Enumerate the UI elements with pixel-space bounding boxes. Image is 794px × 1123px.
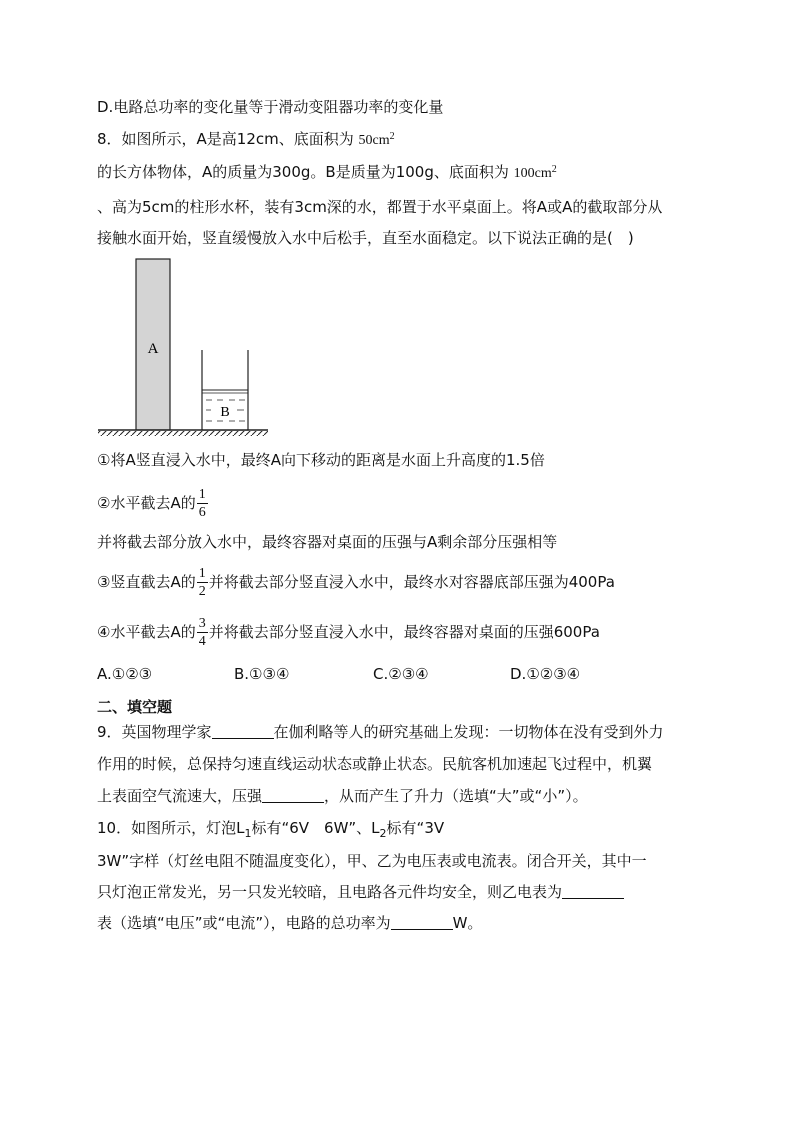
q9-line-1-b: 在伽利略等人的研究基础上发现：一切物体在没有受到外力 [273,723,664,741]
q10-line-1-b: 标有“6V 6W”、L [251,819,380,837]
q8-figure [96,255,271,440]
q8-statement-3-prefix: ③竖直截去A的 [97,573,196,591]
q9-line-3-a: 上表面空气流速大，压强 [97,787,263,805]
q10-sub-2: 2 [379,827,387,840]
q10-line-4-b: W。 [452,914,483,932]
q8-statement-4 [97,614,600,650]
q8-line-2-text: 的长方体物体，A的质量为300g。B是质量为100g、底面积为 [97,163,509,181]
q10-sub-1: 1 [244,827,252,840]
q9-line-3-b: ，从而产生了升力（选填“大”或“小”）。 [324,787,588,805]
q7-option-d: D.电路总功率的变化量等于滑动变阻器功率的变化量 [97,98,444,116]
q9-line-1-a: 9．英国物理学家 [97,723,212,741]
q8-area-a: $50cm^2$ [358,131,395,148]
cup-b-label: B [220,405,230,420]
q8-line-1-text: 8．如图所示，A是高12cm、底面积为 [97,130,354,148]
fraction-3-4: $\frac{3}{4}$ [198,616,206,649]
q10-line-1-c: 标有“3V [386,819,445,837]
q10-line-4-a: 表（选填“电压”或“电流”），电路的总功率为 [97,914,391,932]
q8-line-2 [97,160,557,184]
q8-statement-3-suffix: 并将截去部分竖直浸入水中，最终水对容器底部压强为400Pa [208,573,615,591]
q8-line-1 [97,127,395,151]
fraction-1-6: $\frac{1}{6}$ [198,487,206,520]
q8-statement-2-prefix: ②水平截去A的 [97,494,196,512]
q8-option-c: C.②③④ [373,665,429,683]
q8-line-4: 接触水面开始，竖直缓慢放入水中后松手，直至水面稳定。以下说法正确的是( ) [97,229,634,247]
answer-blank-3[interactable] [562,883,624,899]
q8-option-b: B.①③④ [234,665,290,683]
answer-blank-2[interactable] [262,787,324,803]
q8-statement-3 [97,564,615,600]
q9-line-3 [97,786,588,806]
q8-statement-2 [97,485,209,521]
q8-statement-2-cont: 并将截去部分放入水中，最终容器对桌面的压强与A剩余部分压强相等 [97,533,558,551]
section-title: 二、填空题 [97,698,173,716]
fraction-1-2: $\frac{1}{2}$ [198,566,206,599]
q8-line-3: 、高为5cm的柱形水杯，装有3cm深的水，都置于水平桌面上。将A或A的截取部分从 [97,198,663,216]
cup-b [202,350,248,430]
q10-line-4 [97,913,482,933]
q8-option-a: A.①②③ [97,665,153,683]
q10-line-1-a: 10．如图所示，灯泡L [97,819,245,837]
answer-blank-4[interactable] [391,914,453,930]
q8-area-b: $100cm^2$ [513,164,557,181]
answer-blank-1[interactable] [212,723,274,739]
q9-line-2: 作用的时候，总保持匀速直线运动状态或静止状态。民航客机加速起飞过程中，机翼 [97,755,653,773]
q8-statement-4-suffix: 并将截去部分竖直浸入水中，最终容器对桌面的压强600Pa [208,623,600,641]
q8-statement-4-prefix: ④水平截去A的 [97,623,196,641]
q10-line-3-a: 只灯泡正常发光，另一只发光较暗，且电路各元件均安全，则乙电表为 [97,883,563,901]
q10-line-2: 3W”字样（灯丝电阻不随温度变化），甲、乙为电压表或电流表。闭合开关，其中一 [97,852,647,870]
block-a-label: A [147,341,159,357]
q10-line-1 [97,818,444,844]
q10-line-3 [97,882,624,902]
q8-option-d: D.①②③④ [510,665,581,683]
q8-statement-1: ①将A竖直浸入水中，最终A向下移动的距离是水面上升高度的1.5倍 [97,451,545,469]
q9-line-1 [97,722,664,742]
table-hatch [98,431,268,436]
